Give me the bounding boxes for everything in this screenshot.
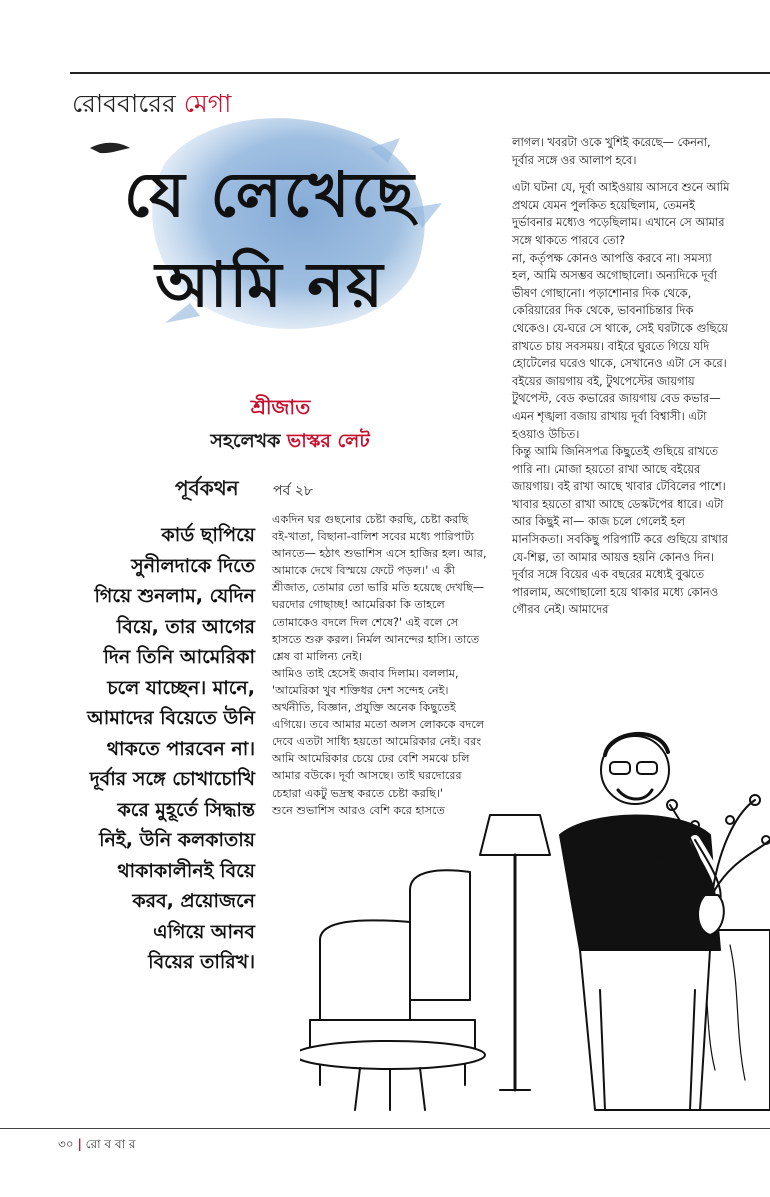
body-paragraph: দূর্বার সঙ্গে বিয়ের এক বছরের মধ্যেই বুঝতে পারলাম, অগোছালো হয়ে থাকার মধ্যে কোনও গৌরব নেই। আমাদের — [512, 567, 719, 617]
prologue-line: থাকাকালীনই বিয়ে — [117, 859, 255, 882]
footer-separator: | — [77, 1137, 82, 1151]
prologue-line: চলে যাচ্ছেন। মানে, — [107, 676, 255, 699]
body-column-right — [512, 134, 730, 619]
title-line-1: যে লেখেছে — [124, 158, 416, 231]
top-rule — [70, 72, 770, 74]
magazine-name: রো ব বা র — [85, 1137, 136, 1151]
prologue-line: বিয়ে, তার আগের — [116, 615, 255, 638]
prologue-line: থাকতে পারবেন না। — [106, 737, 255, 760]
section-label-accent: মেগা — [183, 89, 232, 118]
title-artwork — [70, 108, 470, 376]
prologue-line: আমাদের বিয়েতে উনি — [87, 707, 255, 729]
prologue-line: সুনীলদাকে দিতে — [131, 554, 255, 577]
prologue-line: দূর্বার সঙ্গে চোখাচোখি — [89, 768, 255, 790]
prologue-line: করে মুহূর্তে সিদ্ধান্ত — [117, 798, 255, 821]
body-paragraph: শুনে শুভাশিস আরও বেশি করে হাসতে — [272, 803, 445, 817]
body-paragraph: একদিন ঘর গুছনোর চেষ্টা করছি, চেষ্টা করছি বই-খাতা, বিছানা-বালিশ সবের মধ্যে পারিপাট্য আনতে— হঠাৎ শুভাশিস এসে হাজির হল। আর, আমাকে দেখে বিস্ময়ে ফেটে পড়ল।' এ কী শ্রীজাত, তোমার তো ভারি মতি হয়েছে দেখছি— ঘরদোর গোছাচ্ছ! আমেরিকা কি তাহলে তোমাকেও বদলে দিল শেষে?' এই বলে সে হাসতে শুরু করল। নির্মল আনন্দের হাসি। তাতে শ্লেষ বা মালিন্য নেই। — [272, 513, 487, 663]
coauthor-label: সহলেখক — [210, 430, 281, 452]
prologue-line: করব, প্রয়োজনে — [132, 890, 255, 912]
coauthor-line — [180, 427, 400, 459]
body-paragraph: আমিও তাই হেসেই জবাব দিলাম। বললাম, 'আমেরিকা খুব শক্তিধর দেশ সন্দেহ নেই। অর্থনীতি, বিজ্ঞান, প্রযুক্তি অনেক কিছুতেই এগিয়ে। তবে আমার মতো অলস লোককে বদলে দেবে এতটা সাধ্যি হয়তো আমেরিকার নেই। বরং আমি আমেরিকার চেয়ে ঢের বেশি সমঝে চলি আমার বউকে। দূর্বা আসছে। তাই ঘরদোরের চেহারা একটু ভদ্রস্থ করতে চেষ্টা করছি।' — [272, 666, 485, 800]
body-paragraph: কিন্তু আমি জিনিসপত্র কিছুতেই গুছিয়ে রাখতে পারি না। মোজা হয়তো রাখা আছে বইয়ের জায়গায়। বই রাখা আছে খাবার টেবিলের পাশে। খাবার হয়তো রাখা আছে ডেস্কটপের ধারে। এটা আর কিছুই না— কাজ চলে গেলেই হল মানসিকতা। সবকিছু পরিপাটি করে গুছিয়ে রাখার যে-শিল্প, তা আমার আয়ত্ত হয়নি কোনও দিন। — [512, 444, 728, 564]
body-paragraph: এটা ঘটনা যে, দূর্বা আইওয়ায় আসবে শুনে আমি প্রথমে যেমন পুলকিত হয়েছিলাম, তেমনই দুর্ভাবনার মধ্যেও পড়েছিলাম। এখানে সে আমার সঙ্গে থাকতে পারবে তো? — [512, 180, 730, 247]
page-number: ৩০ — [58, 1137, 74, 1151]
illustration-drawing — [300, 690, 770, 1120]
section-label-text: রোববারের — [72, 89, 176, 118]
prologue-line: কার্ড ছাপিয়ে — [161, 524, 255, 546]
page-footer — [58, 1136, 136, 1156]
episode-number: পর্ব ২৮ — [273, 483, 313, 499]
coauthor-name: ভাস্কর লেট — [287, 430, 370, 452]
body-paragraph: লাগল। খবরটা ওকে খুশিই করেছে— কেননা, দূর্বার সঙ্গে ওর আলাপ হবে। — [512, 135, 711, 167]
body-paragraph: না, কর্তৃপক্ষ কোনও আপত্তি করবে না। সমস্যা হল, আমি অসম্ভব অগোছালো। অন্যদিকে দূর্বা ভীষণ গোছানো। পড়াশোনার দিক থেকে, কেরিয়ারের দিক থেকে, ভাবনাচিন্তার দিক থেকেও। যে-ঘরে সে থাকে, সেই ঘরটাকে গুছিয়ে রাখতে চায় সবসময়। বাইরে ঘুরতে গিয়ে যদি হোটেলের ঘরেও থাকে, সেখানেও এটা সে করে। বইয়ের জায়গায় বই, টুথপেস্টের জায়গায় টুথপেস্ট, বেড কভারের জায়গায় বেড কভার— এমন শৃঙ্খলা বজায় রাখায় দূর্বা বিশ্বাসী। এটা হওয়াও উচিত। — [512, 250, 728, 441]
author-name: শ্রীজাত — [250, 395, 311, 419]
ink-illustration — [300, 690, 770, 1120]
prologue-line: গিয়ে শুনলাম, যেদিন — [94, 585, 255, 607]
title-line-2: আমি নয় — [155, 248, 385, 321]
prologue-heading: পূর্বকথন — [175, 476, 239, 500]
prologue-line: বিয়ের তারিখ। — [148, 951, 255, 973]
prologue-line: এগিয়ে আনব — [153, 920, 255, 943]
bottom-rule — [0, 1128, 770, 1129]
prologue-text — [45, 520, 255, 978]
prologue-line: নিই, উনি কলকাতায় — [99, 829, 255, 851]
prologue-line: দিন তিনি আমেরিকা — [103, 646, 255, 668]
